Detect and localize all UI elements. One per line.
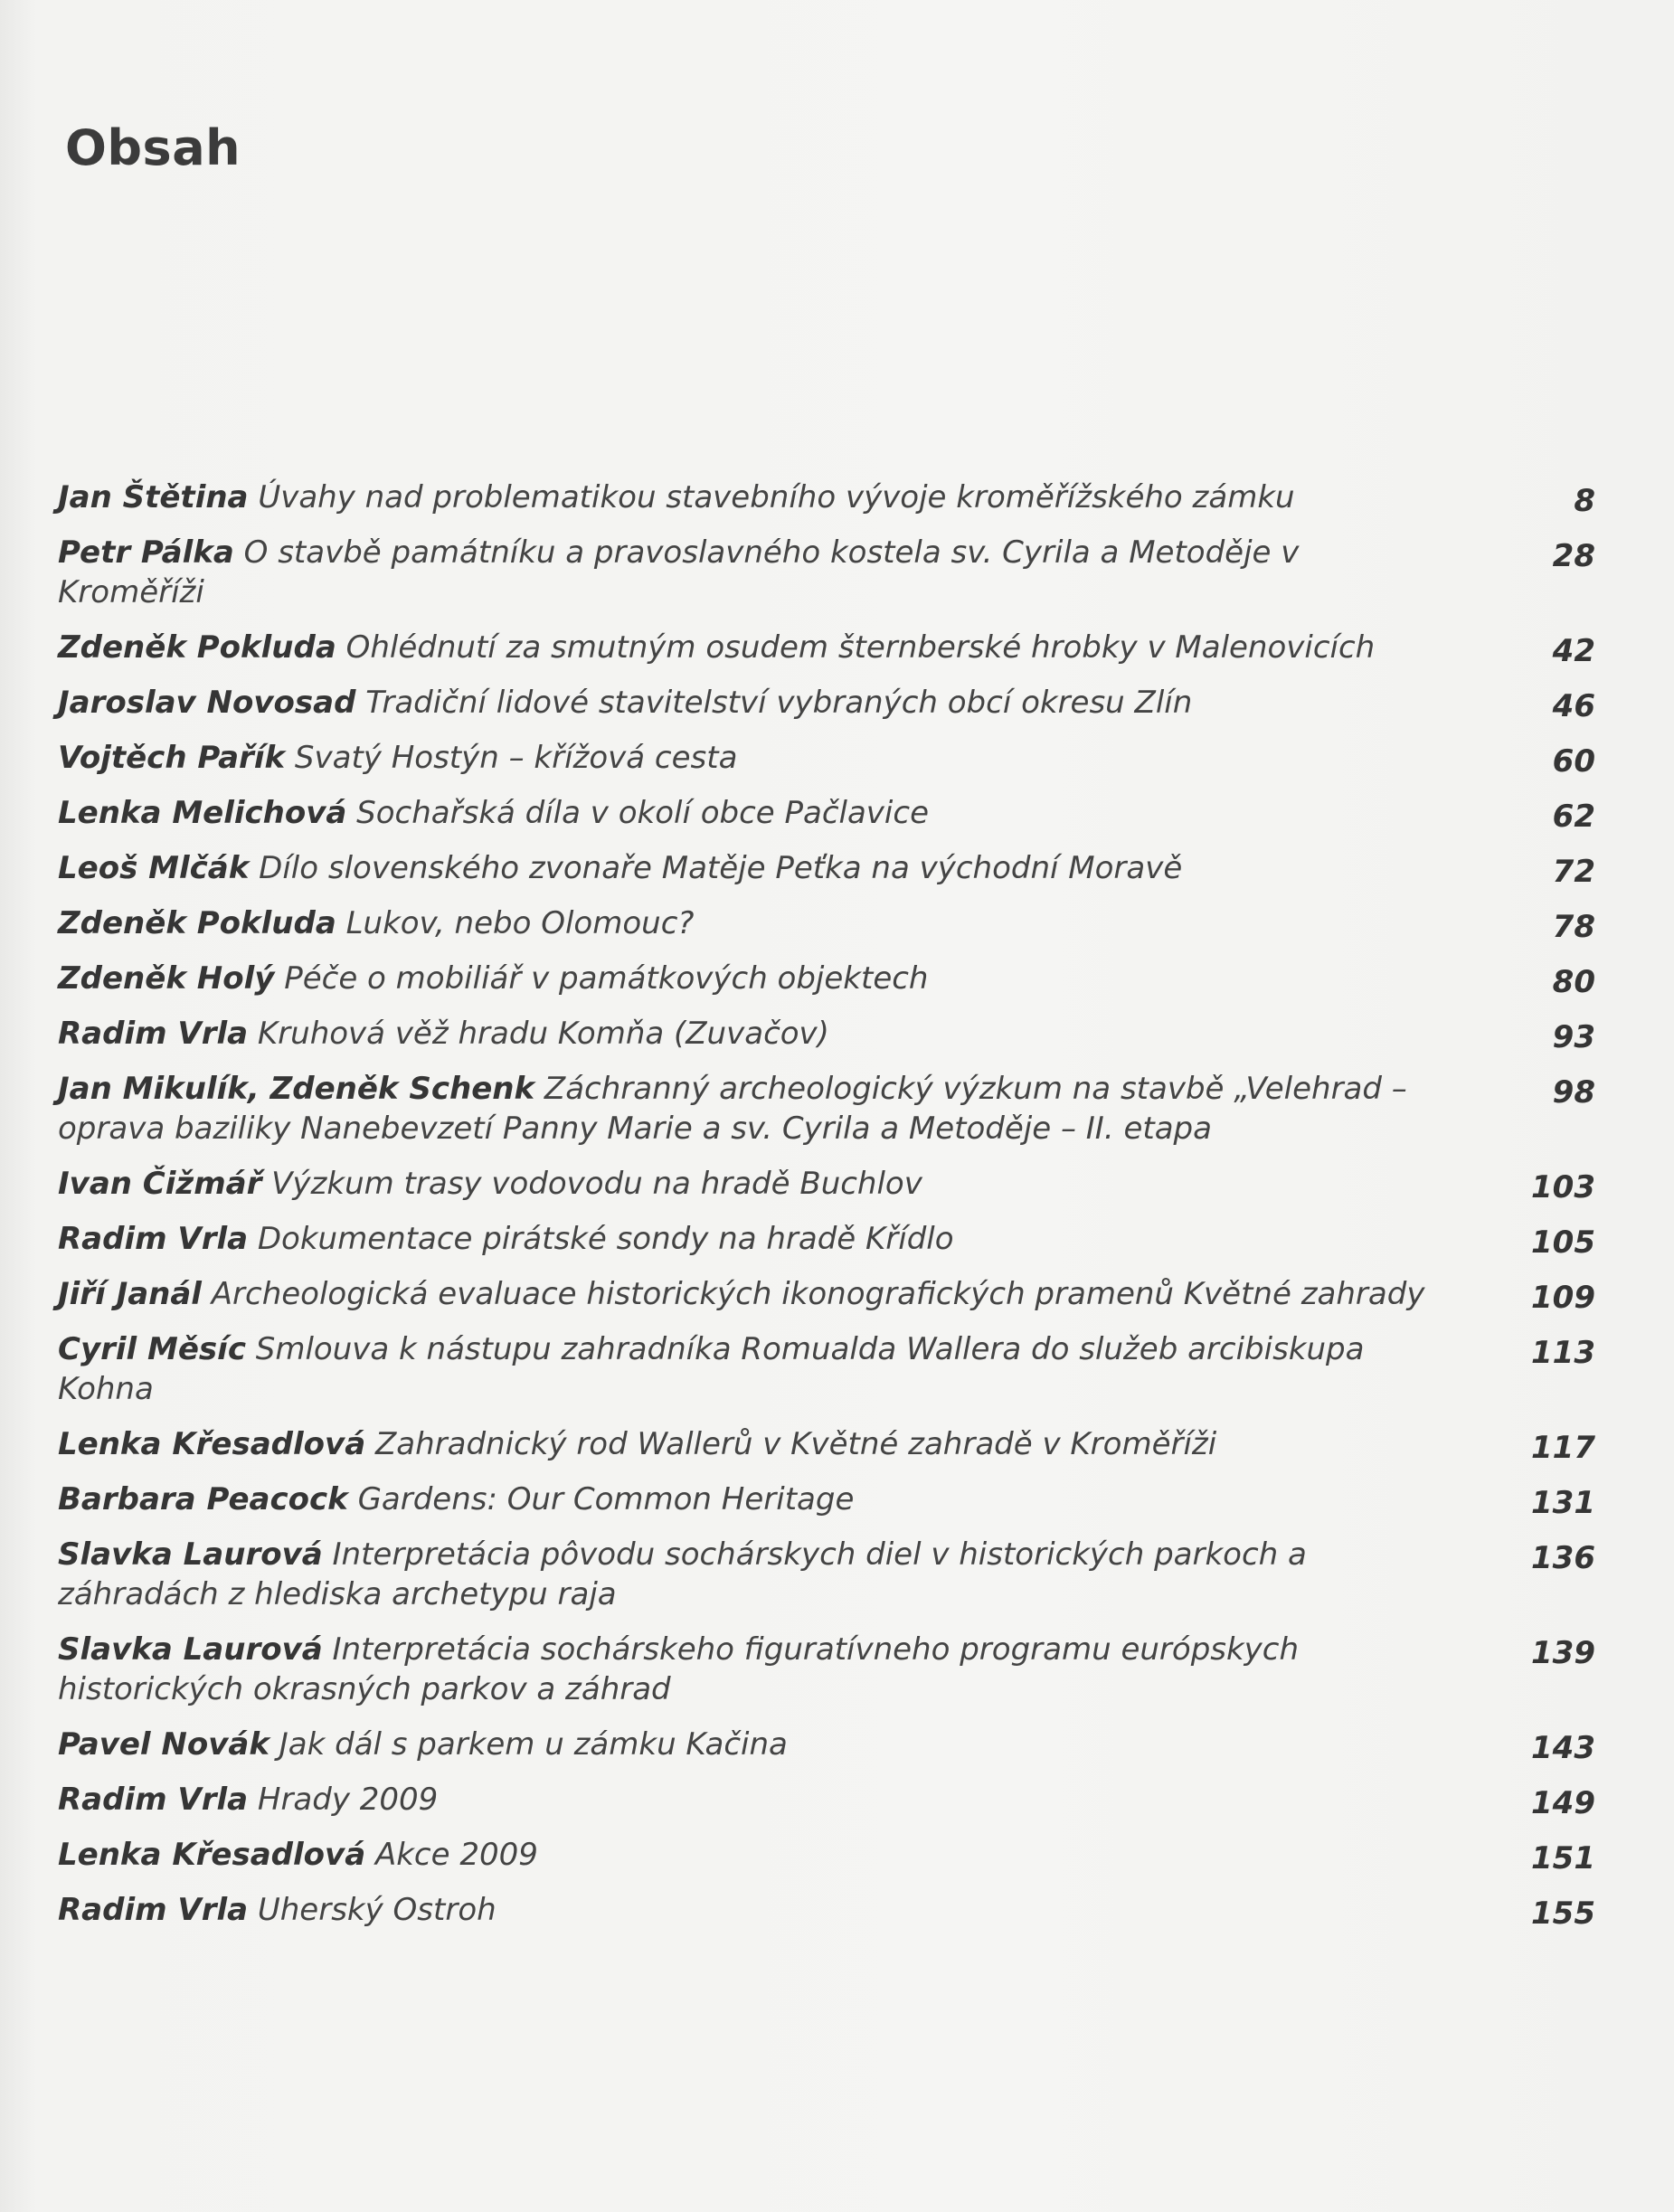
toc-entry-title: Dokumentace pirátské sondy na hradě Křídlo [257, 1221, 954, 1257]
toc-entry[interactable] [58, 1274, 1595, 1314]
toc-entry-text [58, 738, 1469, 778]
toc-entry-page: 143 [1531, 1730, 1595, 1766]
toc-entry-text [58, 477, 1469, 517]
toc-entry-author: Zdeněk Pokluda [58, 629, 336, 666]
toc-entry-page: 80 [1552, 964, 1595, 1000]
toc-entry[interactable] [58, 1535, 1595, 1614]
toc-entry-author: Petr Pálka [58, 534, 234, 571]
toc-entry-page: 98 [1552, 1074, 1595, 1111]
toc-entry-author: Radim Vrla [58, 1782, 249, 1818]
toc-entry-author: Jan Štětina [58, 479, 249, 515]
toc-entry-author: Zdeněk Pokluda [58, 905, 336, 941]
toc-entry-page: 131 [1531, 1485, 1595, 1521]
toc-entry[interactable] [58, 628, 1595, 667]
toc-entry-text [58, 1219, 1469, 1259]
toc-entry[interactable] [58, 738, 1595, 778]
toc-entry-author: Leoš Mlčák [58, 850, 250, 886]
toc-entry-author: Radim Vrla [58, 1221, 249, 1257]
toc-entry-page: 136 [1531, 1540, 1595, 1576]
toc-entry-text [58, 628, 1469, 667]
toc-entry-text [58, 533, 1469, 612]
toc-entry-author: Jiří Janál [58, 1276, 202, 1312]
toc-entry-title: Akce 2009 [374, 1837, 538, 1873]
toc-entry-title: Lukov, nebo Olomouc? [345, 905, 695, 941]
toc-entry-text [58, 1014, 1469, 1054]
toc-entry-title: Výzkum trasy vodovodu na hradě Buchlov [271, 1166, 922, 1202]
toc-entry-page: 113 [1531, 1335, 1595, 1371]
toc-entry-author: Zdeněk Holý [58, 960, 275, 997]
toc-entry-text [58, 1835, 1469, 1875]
toc-entry[interactable] [58, 848, 1595, 888]
toc-entry[interactable] [58, 683, 1595, 723]
toc-entry-title: Záchranný archeologický výzkum na stavbě „Velehrad – oprava baziliky Nanebevzetí Panny Marie a sv. Cyrila a Metoděje – II. etapa [58, 1071, 1407, 1147]
toc-entry-author: Pavel Novák [58, 1726, 270, 1763]
toc-entry-page: 60 [1552, 743, 1595, 780]
toc-entry-author: Radim Vrla [58, 1892, 249, 1928]
toc-entry-page: 93 [1552, 1019, 1595, 1055]
page-title: Obsah [65, 119, 241, 176]
toc-entry-text [58, 1424, 1469, 1464]
toc-entry-author: Slavka Laurová [58, 1631, 323, 1668]
toc-entry-title: Sochařská díla v okolí obce Pačlavice [356, 795, 929, 831]
toc-entry-title: Péče o mobiliář v památkových objektech [284, 960, 929, 997]
toc-entry[interactable] [58, 1630, 1595, 1709]
toc-entry[interactable] [58, 1219, 1595, 1259]
toc-entry-title: Úvahy nad problematikou stavebního vývoje kroměřížského zámku [258, 479, 1295, 515]
toc-entry-text [58, 903, 1469, 943]
toc-entry-text [58, 1479, 1469, 1519]
toc-entry-title: O stavbě památníku a pravoslavného kostela sv. Cyrila a Metoděje v Kroměříži [58, 534, 1300, 610]
toc-entry-page: 72 [1552, 854, 1595, 890]
toc-entry-title: Ohlédnutí za smutným osudem šternberské hrobky v Malenovicích [345, 629, 1376, 666]
toc-entry-text [58, 1890, 1469, 1930]
toc-entry-page: 78 [1552, 909, 1595, 945]
toc-entry-page: 46 [1552, 688, 1595, 724]
toc-entry[interactable] [58, 1069, 1595, 1149]
toc-entry-author: Jan Mikulík, Zdeněk Schenk [58, 1071, 535, 1107]
toc-entry[interactable] [58, 903, 1595, 943]
toc-entry-title: Hrady 2009 [257, 1782, 439, 1818]
toc-entry-author: Lenka Křesadlová [58, 1837, 366, 1873]
toc-entry-text [58, 1725, 1469, 1764]
toc-entry-title: Interpretácia pôvodu sochárskych diel v historických parkoch a záhradách z hlediska archetypu raja [58, 1536, 1307, 1612]
toc-entry-text [58, 1535, 1469, 1614]
toc-entry-title: Interpretácia sochárskeho figuratívneho programu európskych historických okrasných parkov a záhrad [58, 1631, 1300, 1707]
toc-entry[interactable] [58, 533, 1595, 612]
toc-entry-author: Vojtěch Pařík [58, 740, 286, 776]
toc-entry[interactable] [58, 1164, 1595, 1204]
toc-entry-page: 8 [1574, 483, 1595, 519]
toc-entry[interactable] [58, 1329, 1595, 1409]
toc-entry-title: Smlouva k nástupu zahradníka Romualda Wallera do služeb arcibiskupa Kohna [58, 1331, 1365, 1407]
toc-entry[interactable] [58, 1014, 1595, 1054]
toc-entry-title: Zahradnický rod Wallerů v Květné zahradě v Kroměříži [374, 1426, 1217, 1462]
toc-entry-author: Lenka Melichová [58, 795, 347, 831]
toc-entry-title: Archeologická evaluace historických ikonografických pramenů Květné zahrady [211, 1276, 1425, 1312]
toc-entry-text [58, 793, 1469, 833]
toc-entry-page: 149 [1531, 1785, 1595, 1821]
toc-entry-page: 117 [1531, 1430, 1595, 1466]
toc-entry-text [58, 1780, 1469, 1820]
toc-entry-text [58, 1069, 1469, 1149]
toc-entry-text [58, 1329, 1469, 1409]
toc-entry-text [58, 1164, 1469, 1204]
toc-entry-text [58, 683, 1469, 723]
toc-entry-author: Jaroslav Novosad [58, 685, 356, 721]
toc-entry-title: Uherský Ostroh [257, 1892, 497, 1928]
toc-entry-author: Barbara Peacock [58, 1481, 348, 1517]
toc-entry-author: Lenka Křesadlová [58, 1426, 366, 1462]
table-of-contents [58, 477, 1595, 1945]
toc-entry-title: Svatý Hostýn – křížová cesta [294, 740, 738, 776]
toc-entry-page: 42 [1552, 633, 1595, 669]
toc-entry-author: Cyril Měsíc [58, 1331, 246, 1367]
toc-entry-page: 62 [1552, 799, 1595, 835]
toc-entry-author: Radim Vrla [58, 1016, 249, 1052]
toc-entry-page: 151 [1531, 1840, 1595, 1876]
toc-entry-text [58, 1274, 1469, 1314]
toc-entry-author: Ivan Čižmář [58, 1166, 262, 1202]
toc-entry-title: Jak dál s parkem u zámku Kačina [279, 1726, 788, 1763]
toc-entry-page: 139 [1531, 1635, 1595, 1671]
toc-entry[interactable] [58, 793, 1595, 833]
toc-entry-page: 155 [1531, 1895, 1595, 1932]
toc-entry-page: 109 [1531, 1280, 1595, 1316]
toc-entry-text [58, 959, 1469, 998]
toc-entry-title: Kruhová věž hradu Komňa (Zuvačov) [257, 1016, 829, 1052]
toc-entry-title: Gardens: Our Common Heritage [357, 1481, 855, 1517]
toc-entry[interactable] [58, 1835, 1595, 1875]
toc-entry[interactable] [58, 1479, 1595, 1519]
toc-entry[interactable] [58, 1424, 1595, 1464]
toc-entry-title: Tradiční lidové stavitelství vybraných obcí okresu Zlín [365, 685, 1193, 721]
toc-entry[interactable] [58, 959, 1595, 998]
toc-entry-text [58, 848, 1469, 888]
toc-entry-author: Slavka Laurová [58, 1536, 323, 1573]
toc-entry-page: 105 [1531, 1224, 1595, 1261]
toc-entry-page: 103 [1531, 1169, 1595, 1205]
toc-entry-title: Dílo slovenského zvonaře Matěje Peťka na východní Moravě [259, 850, 1183, 886]
toc-entry[interactable] [58, 1780, 1595, 1820]
toc-entry[interactable] [58, 1725, 1595, 1764]
toc-entry-text [58, 1630, 1469, 1709]
toc-entry[interactable] [58, 477, 1595, 517]
toc-entry[interactable] [58, 1890, 1595, 1930]
toc-entry-page: 28 [1552, 538, 1595, 574]
